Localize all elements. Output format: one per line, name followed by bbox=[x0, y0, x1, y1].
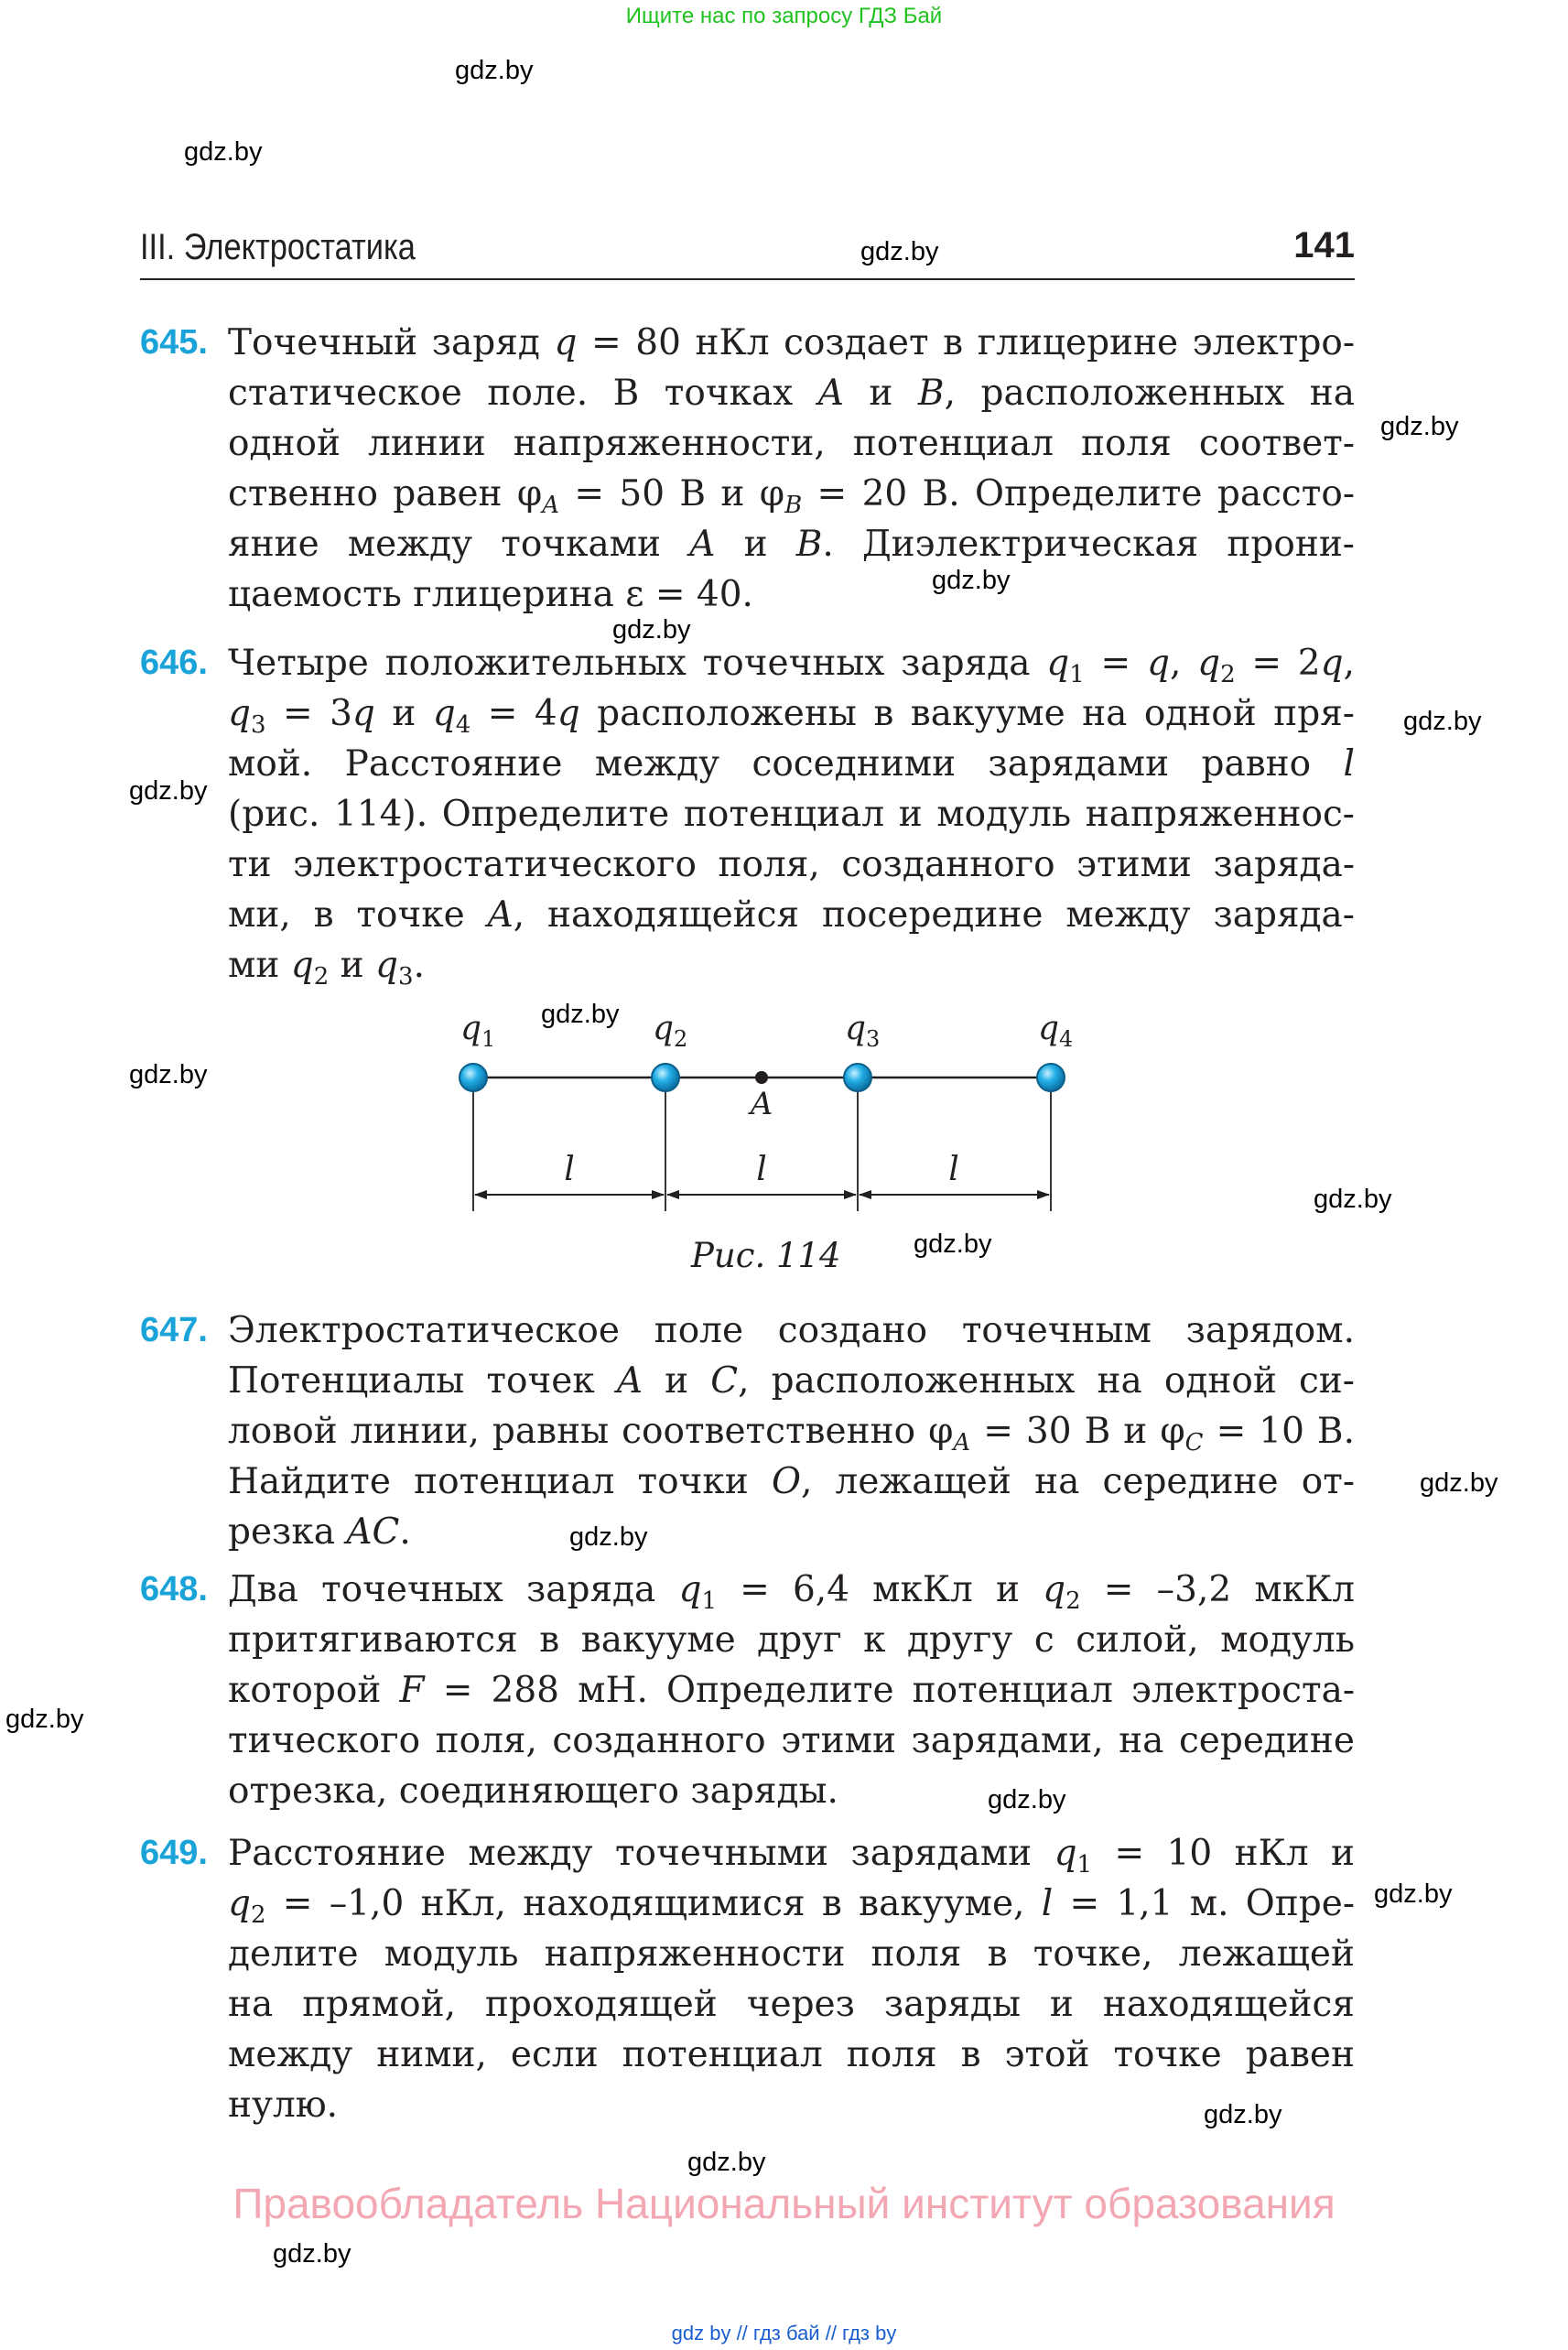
charge-q1-sphere bbox=[460, 1064, 487, 1091]
charge-q3-label: $q_3$ bbox=[845, 1010, 881, 1052]
watermark: gdz.by bbox=[1420, 1468, 1498, 1498]
problem-text-line: между ними, если потенциал поля в этой точке равен bbox=[228, 2034, 1355, 2075]
distance-label: l bbox=[564, 1151, 575, 1188]
problem-text-line: яние между точками A и B. Диэлектрическая прони- bbox=[228, 524, 1355, 565]
charge-q2-sphere bbox=[652, 1064, 679, 1091]
watermark: gdz.by bbox=[1204, 2100, 1282, 2129]
problem-text-line: притягиваются в вакууме друг к другу с силой, модуль bbox=[228, 1619, 1355, 1661]
point-a-label: A bbox=[750, 1086, 773, 1122]
copyright-owner: Правообладатель Национальный институт образования bbox=[232, 2180, 1336, 2227]
distance-label: l bbox=[948, 1151, 959, 1188]
watermark: gdz.by bbox=[273, 2239, 351, 2269]
problem-text-line: ми $q_2$ и $q_3$. bbox=[228, 945, 425, 991]
watermark: gdz.by bbox=[1403, 707, 1482, 736]
charge-q3-sphere bbox=[844, 1064, 871, 1091]
problem-text-line: нулю. bbox=[228, 2085, 339, 2126]
charge-q4-sphere bbox=[1037, 1064, 1065, 1091]
problem-text-line: одной линии напряженности, потенциал поля соответ- bbox=[228, 423, 1355, 464]
problem-text-line: резка AC. bbox=[228, 1511, 411, 1553]
watermark: gdz.by bbox=[932, 566, 1011, 595]
problem-text-line: Найдите потенциал точки O, лежащей на середине от- bbox=[228, 1461, 1356, 1502]
running-header bbox=[140, 227, 1355, 280]
watermark: gdz.by bbox=[1380, 412, 1459, 441]
watermark: gdz.by bbox=[914, 1229, 992, 1259]
watermark: gdz.by bbox=[569, 1522, 648, 1552]
watermark: gdz.by bbox=[129, 776, 208, 806]
section-title: III. Электростатика bbox=[140, 227, 416, 267]
point-a-dot bbox=[755, 1071, 768, 1084]
problem-text-line: Точечный заряд q = 80 нКл создает в глицерине электро- bbox=[228, 322, 1355, 363]
problem-text-line: ловой линии, равны соответственно $\varphi_A = 30$ В и $\varphi_C = 10$ В. bbox=[228, 1411, 1355, 1457]
footer-links[interactable]: gdz by // гдз бай // гдз by bbox=[671, 2322, 897, 2345]
watermark: gdz.by bbox=[1374, 1879, 1453, 1909]
watermark: gdz.by bbox=[860, 237, 939, 266]
problem-text-line: цаемость глицерина ε = 40. bbox=[228, 574, 753, 615]
problem-text-line: $q_2 = -1,0$ нКл, находящимися в вакууме, l = 1,1 м. Опре- bbox=[228, 1883, 1355, 1929]
watermark: gdz.by bbox=[129, 1060, 208, 1089]
problem-text-line: отрезка, соединяющего заряды. bbox=[228, 1771, 838, 1812]
problem-text-line: на прямой, проходящей через заряды и находящейся bbox=[228, 1984, 1355, 2025]
problem-text-line: которой F = 288 мН. Определите потенциал электроста- bbox=[228, 1670, 1355, 1711]
problem-text-line: Два точечных заряда $q_1 = 6,4$ мкКл и $q_2 = -3,2$ мкКл bbox=[228, 1569, 1355, 1615]
charge-q1-label: $q_1$ bbox=[460, 1010, 496, 1052]
problem-text-line: Четыре положительных точечных заряда $q_1 = q$, $q_2 = 2q$, bbox=[228, 643, 1355, 688]
page-number: 141 bbox=[1293, 225, 1355, 265]
problem-text-line: ственно равен $\varphi_A = 50$ В и $\varphi_B = 20$ В. Определите рассто- bbox=[228, 473, 1355, 519]
search-banner: Ищите нас по запросу ГДЗ Бай bbox=[625, 4, 943, 28]
watermark: gdz.by bbox=[687, 2148, 766, 2177]
problem-number: 648. bbox=[140, 1570, 208, 1608]
problem-number: 647. bbox=[140, 1311, 208, 1349]
watermark: gdz.by bbox=[541, 1000, 620, 1029]
distance-label: l bbox=[756, 1151, 767, 1188]
problem-text-line: Потенциалы точек A и C, расположенных на одной си- bbox=[228, 1360, 1355, 1402]
problem-text-line: (рис. 114). Определите потенциал и модуль напряженнос- bbox=[228, 794, 1355, 835]
charge-q2-label: $q_2$ bbox=[653, 1010, 688, 1052]
watermark: gdz.by bbox=[612, 615, 691, 644]
problem-text-line: мой. Расстояние между соседними зарядами равно l bbox=[228, 743, 1355, 785]
problem-text-line: Расстояние между точечными зарядами $q_1 = 10$ нКл и bbox=[228, 1833, 1356, 1879]
problem-text-line: тического поля, созданного этими зарядами, на середине bbox=[228, 1720, 1355, 1761]
problem-text-line: ти электростатического поля, созданного этими заряда- bbox=[228, 844, 1355, 885]
problem-number: 649. bbox=[140, 1834, 208, 1872]
charge-q4-label: $q_4$ bbox=[1038, 1010, 1074, 1052]
problem-number: 646. bbox=[140, 644, 208, 682]
problem-text-line: делите модуль напряженности поля в точке, лежащей bbox=[228, 1933, 1355, 1975]
problem-text-line: статическое поле. В точках A и B, расположенных на bbox=[228, 373, 1355, 414]
watermark: gdz.by bbox=[1314, 1185, 1392, 1214]
watermark: gdz.by bbox=[988, 1785, 1066, 1814]
problem-text-line: Электростатическое поле создано точечным зарядом. bbox=[228, 1310, 1355, 1351]
watermark: gdz.by bbox=[184, 137, 263, 167]
watermark: gdz.by bbox=[455, 56, 534, 85]
figure-114 bbox=[439, 1002, 1098, 1222]
problem-text-line: $q_3 = 3q$ и $q_4 = 4q$ расположены в вакууме на одной пря- bbox=[228, 693, 1355, 739]
problem-number: 645. bbox=[140, 323, 208, 362]
figure-caption: Рис. 114 bbox=[691, 1236, 841, 1275]
problem-text-line: ми, в точке A, находящейся посередине между заряда- bbox=[228, 894, 1355, 936]
watermark: gdz.by bbox=[5, 1705, 84, 1734]
